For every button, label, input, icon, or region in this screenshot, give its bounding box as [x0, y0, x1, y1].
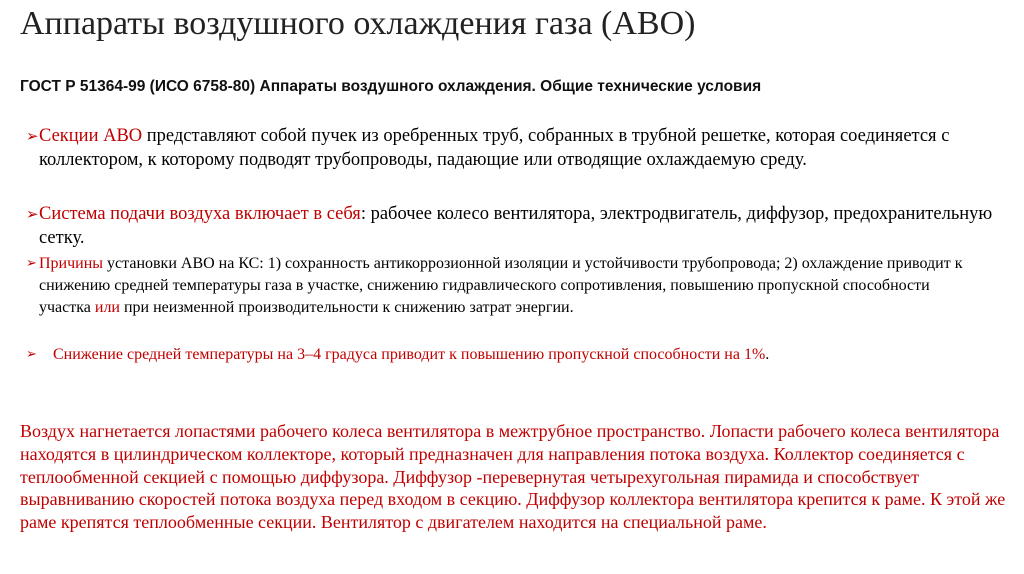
- bullet-lead: Причины: [39, 255, 104, 272]
- bullet-body: .: [765, 346, 770, 363]
- bullet-lead: Снижение средней температуры на 3–4 градуса приводит к повышению пропускной способности на 1%: [53, 346, 766, 363]
- bullet-text: [39, 124, 979, 172]
- bullet-body: представляют собой пучек из оребренных труб, собранных в трубной решетке, которая соединяется с коллектором, к которому подводят трубопроводы, падающие или отводящие охлаждаемую среду.: [39, 126, 950, 170]
- arrow-bullet-icon: ➢: [26, 205, 39, 223]
- bullet-lead: Секции АВО: [39, 126, 143, 146]
- arrow-bullet-icon: ➢: [26, 127, 39, 145]
- bullet-highlight: или: [94, 299, 120, 316]
- bullet-text: [39, 202, 999, 250]
- bullet-text: [53, 344, 993, 366]
- description-paragraph: Воздух нагнетается лопастями рабочего колеса вентилятора в межтрубное пространство. Лопасти рабочего колеса вентилятора находятся в цилиндрическом коллекторе, который предназначен для направления потока воздуха. Коллектор соединяется с теплообменной секцией с помощью диффузора. Диффузор -перевернутая четырехугольная пирамида и способствует выравниванию скоростей потока воздуха перед входом в секцию. Диффузор коллектора вентилятора крепится к раме. К этой же раме крепятся теплообменные секции. Вентилятор с двигателем находится на специальной раме.: [20, 421, 1006, 533]
- standard-reference: ГОСТ Р 51364-99 (ИСО 6758-80) Аппараты воздушного охлаждения. Общие технические условия: [20, 78, 762, 95]
- slide-title: Аппараты воздушного охлаждения газа (АВО): [20, 5, 696, 42]
- arrow-bullet-icon: ➢: [26, 347, 37, 362]
- bullet-lead: Система подачи воздуха включает в себя: [39, 204, 361, 224]
- bullet-text: [39, 253, 974, 319]
- bullet-body: : рабочее колесо вентилятора, электродвигатель, диффузор, предохранительную сетку.: [39, 204, 993, 248]
- bullet-body-end: при неизменной производительности к снижению затрат энергии.: [119, 299, 574, 316]
- arrow-bullet-icon: ➢: [26, 256, 37, 271]
- bullet-body: установки АВО на КС: 1) сохранность антикоррозионной изоляции и устойчивости трубопровода; 2) охлаждение приводит к снижению средней температуры газа в участке, снижению гидравлического сопротивления, повышению пропускной способности участка: [39, 255, 963, 316]
